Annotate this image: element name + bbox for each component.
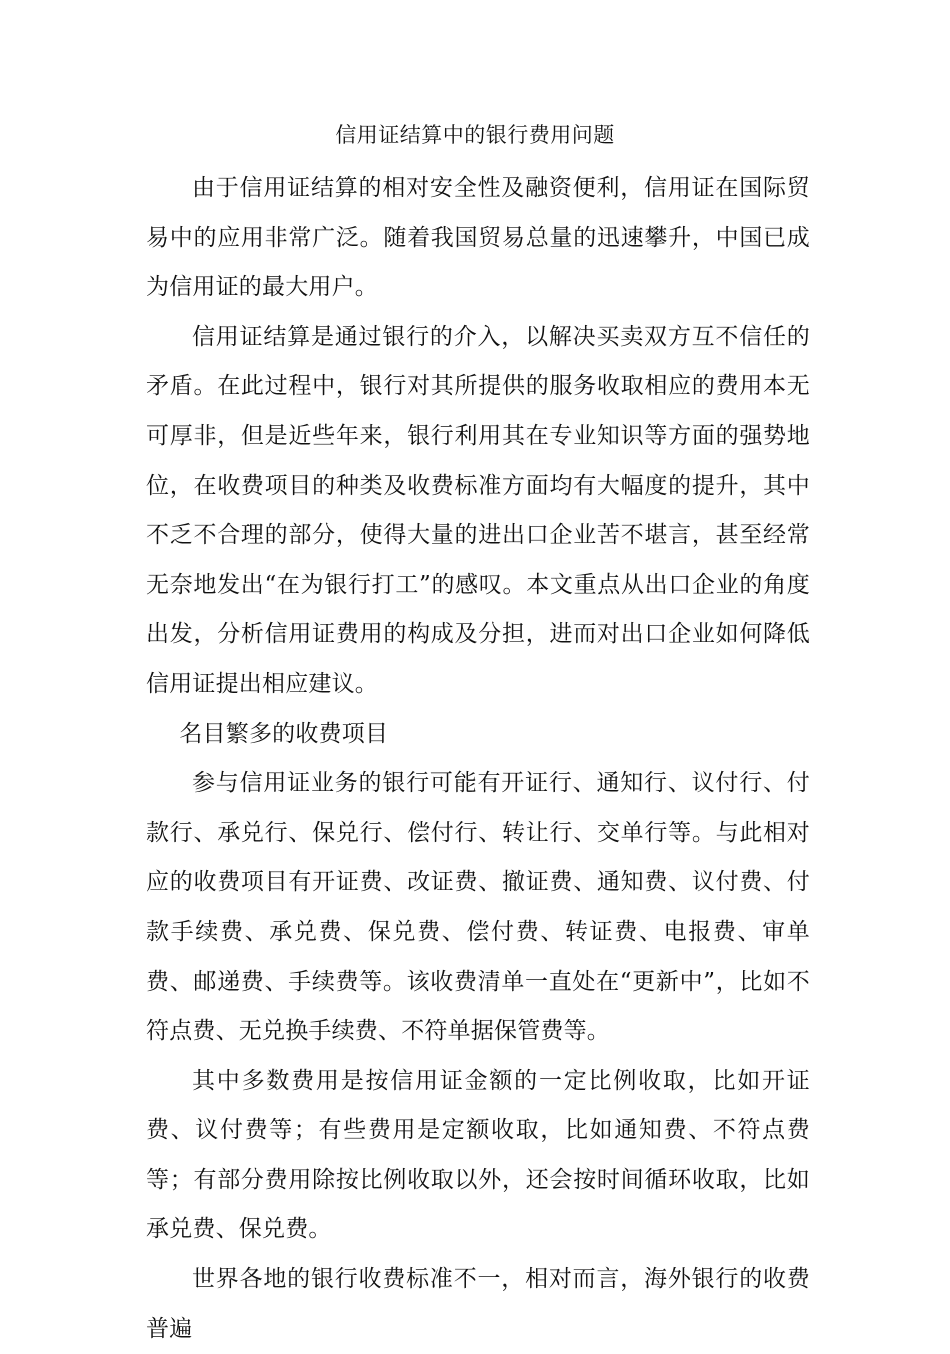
paragraph-intro: 由于信用证结算的相对安全性及融资便利，信用证在国际贸易中的应用非常广泛。随着我国贸易总量的迅速攀升，中国已成为信用证的最大用户。 (146, 175, 810, 301)
paragraph-fee-methods: 其中多数费用是按信用证金额的一定比例收取，比如开证费、议付费等；有些费用是定额收取，比如通知费、不符点费等；有部分费用除按比例收取以外，还会按时间循环收取，比如承兑费、保兑费。 (146, 1067, 810, 1243)
document-title: 信用证结算中的银行费用问题 (335, 123, 615, 147)
document-body (146, 164, 810, 1354)
paragraph-fee-items: 参与信用证业务的银行可能有开证行、通知行、议付行、付款行、承兑行、保兑行、偿付行、转让行、交单行等。与此相对应的收费项目有开证费、改证费、撤证费、通知费、议付费、付款手续费、承兑费、保兑费、偿付费、转证费、电报费、审单费、邮递费、手续费等。该收费清单一直处在“更新中”，比如不符点费、无兑换手续费、不符单据保管费等。 (146, 770, 810, 1045)
paragraph-background: 信用证结算是通过银行的介入，以解决买卖双方互不信任的矛盾。在此过程中，银行对其所提供的服务收取相应的费用本无可厚非，但是近些年来，银行利用其在专业知识等方面的强势地位，在收费项目的种类及收费标准方面均有大幅度的提升，其中不乏不合理的部分，使得大量的进出口企业苦不堪言，甚至经常无奈地发出“在为银行打工”的感叹。本文重点从出口企业的角度出发，分析信用证费用的构成及分担，进而对出口企业如何降低信用证提出相应建议。 (146, 323, 810, 697)
paragraph-fee-standards: 世界各地的银行收费标准不一，相对而言，海外银行的收费普遍 (146, 1266, 810, 1342)
section-heading: 名目繁多的收费项目 (179, 720, 389, 747)
